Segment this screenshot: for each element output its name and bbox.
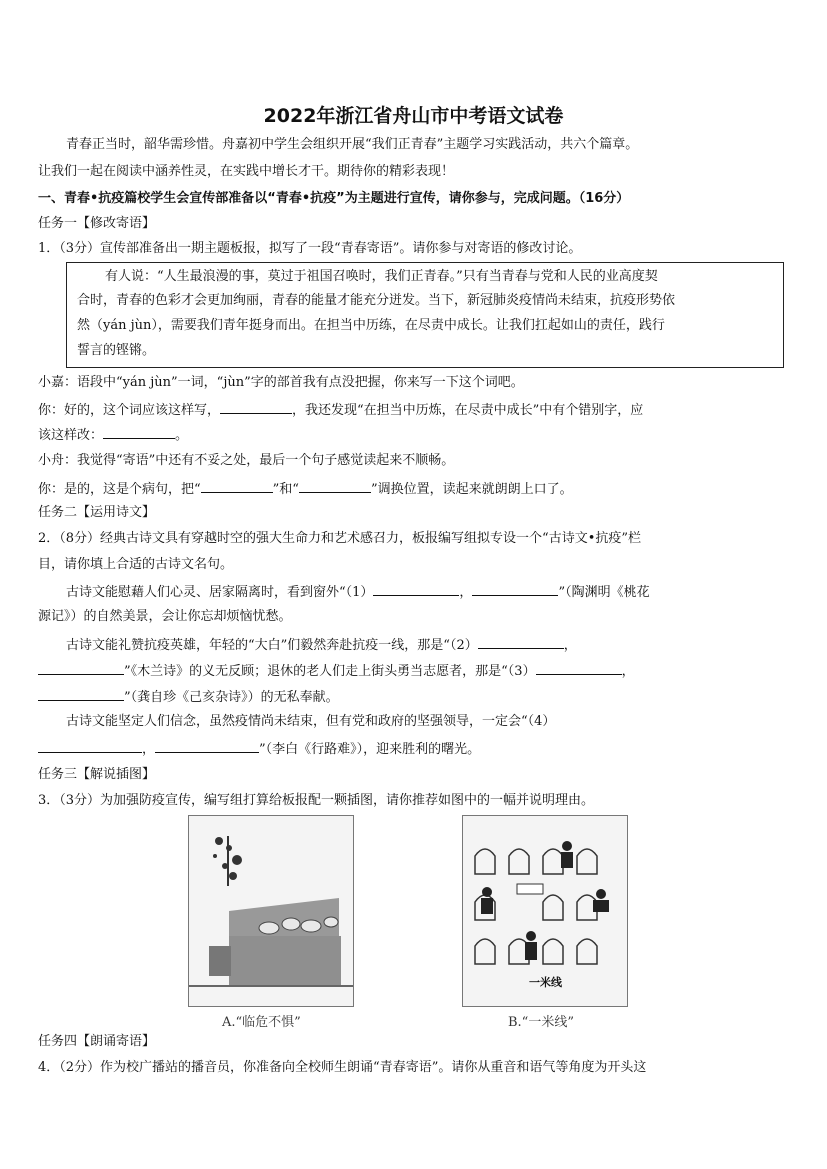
message-box-line-1: 有人说：“人生最浪漫的事，莫过于祖国召唤时，我们正青春。”只有当青春与党和人民的业高度契 [105, 269, 658, 284]
building-shape [229, 936, 341, 986]
dialogue-xiaojia: 小嘉：语段中“yán jùn”一词，“jùn”字的部首我有点没把握，你来写一下这个词吧。 [38, 375, 524, 390]
message-box-line-2: 合时，青春的色彩才会更加绚丽，青春的能量才能充分迸发。当下，新冠肺炎疫情尚未结束，抗疫形势依 [77, 293, 676, 308]
dialogue-you-1-text-c: 该这样改： [38, 428, 104, 443]
dialogue-you-2 [38, 479, 790, 499]
poem-para-3: 古诗文能坚定人们信念，虽然疫情尚未结束，但有党和政府的坚强领导，一定会“（4） [66, 714, 556, 729]
question-1: 1．（3分）宣传部准备出一期主题板报，拟写了一段“青春寄语”。请你参与对寄语的修改讨论。 [38, 241, 582, 256]
question-4: 4．（2分）作为校广播站的播音员，你准备向全校师生朗诵“青春寄语”。请你从重音和语气等角度为开头这 [38, 1060, 647, 1075]
poem-para-2 [66, 635, 790, 655]
side-wall-shape [209, 946, 231, 976]
message-box [66, 262, 784, 368]
message-box-line-3: 然（yán jùn），需要我们青年挺身而出。在担当中历练，在尽责中成长。让我们扛起如山的责任，践行 [77, 318, 665, 333]
task3-label: 任务三【解说插图】 [38, 767, 156, 782]
floor-sign-shape [517, 884, 543, 894]
poem-para-2-text-e: ”（龚自珍《己亥杂诗》）的无私奉献。 [124, 690, 339, 705]
question-3: 3．（3分）为加强防疫宣传，编写组打算给板报配一颗插图，请你推荐如图中的一幅并说明理由。 [38, 793, 595, 808]
answer-blank-typo[interactable] [103, 425, 175, 439]
answer-blank-4b[interactable] [155, 739, 259, 753]
answer-blank-2b[interactable] [38, 661, 124, 675]
poem-para-3-text-b: ， [142, 742, 156, 757]
answer-blank-3a[interactable] [536, 661, 622, 675]
task4-label: 任务四【朗诵寄语】 [38, 1034, 156, 1049]
illustration-b-caption: B.“一米线” [508, 1015, 574, 1030]
dialogue-you-1-text-a: 你：好的，这个词应该这样写， [38, 403, 221, 418]
poem-para-2-text-a: 古诗文能礼赞抗疫英雄，年轻的“大白”们毅然奔赴抗疫一线，那是“（2） [66, 638, 478, 653]
question-2-line-1: 2．（8分）经典古诗文具有穿越时空的强大生命力和艺术感召力，板报编写组拟专设一个“古诗文•抗疫”栏 [38, 531, 642, 546]
dialogue-you-2-text-b: ”和“ [272, 482, 299, 497]
dialogue-you-2-text-c: ”调换位置，读起来就朗朗上口了。 [370, 482, 573, 497]
poem-para-2-text-d: ， [621, 664, 635, 679]
answer-blank-2a[interactable] [478, 635, 564, 649]
dialogue-xiaozhou: 小舟：我觉得“寄语”中还有不妥之处，最后一个句子感觉读起来不顺畅。 [38, 453, 455, 468]
dialogue-you-1-text-d: 。 [175, 428, 189, 443]
intro-line-1: 青春正当时，韶华需珍惜。舟嘉初中学生会组织开展“我们正青春”主题学习实践活动，共六个篇章。 [66, 137, 639, 152]
poem-para-2-text-b: ， [563, 638, 577, 653]
poem-para-1-text-b: ， [459, 585, 473, 600]
answer-blank-1b[interactable] [472, 582, 558, 596]
answer-blank-4a[interactable] [38, 739, 142, 753]
poem-para-1-cont: 源记》）的自然美景，会让你忘却烦恼忧愁。 [38, 609, 292, 624]
answer-blank-word[interactable] [220, 400, 292, 414]
dialogue-you-1-cont [38, 425, 790, 445]
task2-label: 任务二【运用诗文】 [38, 505, 156, 520]
illustration-b [462, 815, 628, 1007]
poem-para-3-text-c: ”（李白《行路难》），迎来胜利的曙光。 [259, 742, 481, 757]
answer-blank-swap-2[interactable] [299, 479, 371, 493]
illustration-b-sign: 一米线 [529, 976, 562, 989]
task1-label: 任务一【修改寄语】 [38, 216, 156, 231]
page-title: 2022年浙江省舟山市中考语文试卷 [263, 105, 564, 127]
dialogue-you-2-text-a: 你：是的，这是个病句，把“ [38, 482, 201, 497]
dialogue-you-1-text-b: ，我还发现“在担当中历炼，在尽责中成长”中有个错别字，应 [292, 403, 644, 418]
poem-para-1-text-c: ”（陶渊明《桃花 [558, 585, 650, 600]
illustration-a-art [189, 816, 353, 1006]
intro-line-2: 让我们一起在阅读中涵养性灵，在实践中增长才干。期待你的精彩表现！ [38, 164, 455, 179]
poem-para-2-cont [38, 661, 790, 681]
answer-blank-1a[interactable] [373, 582, 459, 596]
question-2-line-2: 目，请你填上合适的古诗文名句。 [38, 557, 234, 572]
message-box-line-4: 誓言的铿锵。 [77, 343, 156, 358]
section1-heading: 一、青春•抗疫篇校学生会宣传部准备以“青春•抗疫”为主题进行宣传，请你参与，完成问题。（16分） [38, 191, 630, 206]
poem-para-2-cont-2 [38, 687, 790, 707]
poem-para-1-text-a: 古诗文能慰藉人们心灵、居家隔离时，看到窗外“（1） [66, 585, 374, 600]
illustration-a-caption: A.“临危不惧” [222, 1015, 301, 1030]
dialogue-you-1 [38, 400, 790, 420]
poem-para-3-cont [38, 739, 790, 759]
poem-para-1 [66, 582, 790, 602]
answer-blank-3b[interactable] [38, 687, 124, 701]
illustration-a [188, 815, 354, 1007]
answer-blank-swap-1[interactable] [201, 479, 273, 493]
poem-para-2-text-c: ”《木兰诗》的义无反顾；退休的老人们走上街头勇当志愿者，那是“（3） [124, 664, 536, 679]
